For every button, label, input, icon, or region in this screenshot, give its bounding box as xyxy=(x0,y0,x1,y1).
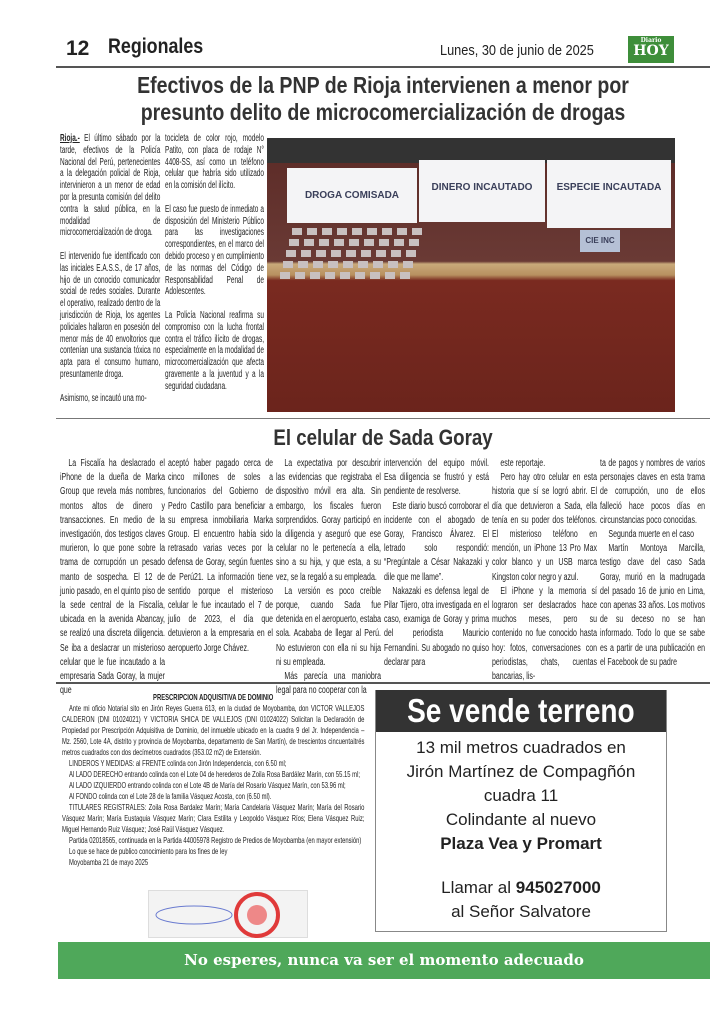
drug-packet xyxy=(403,261,413,268)
paragraph: Segunda muerte en el caso xyxy=(608,529,695,541)
paragraph: Pero hay otro celular en esta historia que sí se logró abrir. El día que detuvieron a Sada, ella tenía en su poder dos teléfonos. El misterioso teléfono en mención, un iPhone 13 Pro Max color blanco y un USB marca Kingston color negro y azul. xyxy=(492,472,597,583)
legal-paragraph: LINDEROS Y MEDIDAS: al FRENTE colinda con Jirón Independencia, con 6.50 ml; xyxy=(69,758,287,768)
legal-paragraph: Ante mi oficio Notarial sito en Jirón Reyes Guerra 613, en la ciudad de Moyobamba, don VICTOR VALLEJOS CALDERON (DNI 01024021) Y VICTORIA SHICA DE VALLEJOS (DNI 01024022) Solicitan la Declaración de Propiedad por Prescripción Adquisitiva de Dominio, del inmueble ubicado en la cuadra 9 del Jr. Independencia – Mz. 2560, Lote 4A, distrito y provincia de Moyobamba, departamento de San Martín), de trescientos cincuentaitrés metros cuadrados con dos decímetros cuadrados (353.02 m2) de Extensión. xyxy=(62,703,365,757)
legal-paragraph: Al FONDO colinda con el Lote 28 de la familia Vásquez Acosta, con (6.50 ml). xyxy=(69,791,272,801)
drug-packet xyxy=(406,250,416,257)
paragraph: La Policía Nacional reafirma su compromiso con la lucha frontal contra el tráfico ilícito de drogas, especialmente en la modalidad de microcomercialización que afecta gravemente a la juventud y a la seguridad ciudadana. xyxy=(165,309,264,392)
drug-packet xyxy=(346,250,356,257)
photo-sign: DINERO INCAUTADO xyxy=(419,160,545,222)
ad-contact: al Señor Salvatore xyxy=(451,902,591,921)
divider xyxy=(56,682,710,684)
paragraph: Más parecía una maniobra legal para no cooperar con la xyxy=(276,671,381,697)
drug-packet xyxy=(337,228,347,235)
article2-column-2 xyxy=(168,457,273,656)
legal-notice xyxy=(62,692,364,868)
drug-packet xyxy=(364,239,374,246)
drug-packet xyxy=(397,228,407,235)
drug-packet xyxy=(304,239,314,246)
drug-packet xyxy=(331,250,341,257)
stamp-icon xyxy=(149,891,309,939)
legal-paragraph: Partida 02018565, continuada en la Partida 44005978 Registro de Predios de Moyobamba (en mayor extensión) xyxy=(69,835,362,845)
drug-packet xyxy=(316,250,326,257)
header-rule xyxy=(56,66,710,68)
article2-column-4 xyxy=(384,457,489,670)
drug-packet xyxy=(370,272,380,279)
ad-line: cuadra 11 xyxy=(483,786,559,805)
drug-packet xyxy=(292,228,302,235)
issue-date: Lunes, 30 de junio de 2025 xyxy=(440,42,594,59)
article1-headline xyxy=(56,72,710,126)
dateline: Rioja.- xyxy=(60,133,80,144)
drug-packet xyxy=(286,250,296,257)
paragraph: Este diario buscó corroborar el incidente con el abogado de Goray, Francisco Álvarez. El letrado solo respondió: “Pregúntale a César Nakazaki y dile que me llame”. xyxy=(384,500,489,583)
drug-packet xyxy=(361,250,371,257)
section-title: Regionales xyxy=(108,35,204,58)
ad-line: Colindante al nuevo xyxy=(445,810,597,829)
legal-paragraph: Lo que se hace de publico conocimiento para los fines de ley xyxy=(69,846,228,856)
drug-packet xyxy=(301,250,311,257)
paragraph: tocicleta de color rojo, modelo Patito, con placa de rodaje N° 4408-SS, así como un teléfono celular que habría sido utilizado en la comisión del ilícito. xyxy=(165,133,264,192)
drug-packet xyxy=(388,261,398,268)
article2-column-6 xyxy=(600,457,705,670)
drug-packet xyxy=(409,239,419,246)
paragraph: Martín Montoya Marcilla, testigo clave del caso Sada Goray, murió en la madrugada del pasado 16 de junio en Lima, con apenas 33 años. Los motivos de su deceso no se han informado. Todo lo que se sabe es a partir de una publicación en el Facebook de su padre xyxy=(600,543,705,668)
headline-text: El celular de Sada Goray xyxy=(273,425,493,450)
drug-packet xyxy=(352,228,362,235)
land-sale-ad xyxy=(375,690,667,932)
drug-packet xyxy=(307,228,317,235)
drug-packet xyxy=(289,239,299,246)
seized-drugs-photo xyxy=(267,138,675,412)
paragraph: El caso fue puesto de inmediato a disposición del Ministerio Público para las investigaciones correspondientes, en el marco del debido proceso y en cumplimiento de las normas del Código de Responsabilidad Penal de Adolescentes. xyxy=(165,203,264,298)
ad-call-line xyxy=(376,876,666,900)
drug-packet xyxy=(391,250,401,257)
paragraph: El iPhone y la memoria sí lograron ser deslacrados hace muchos meses, pero su contenido no fue conocido hasta hoy: fotos, conversaciones con periodistas, chats, cuentas bancarias, lis- xyxy=(492,585,597,683)
drug-packet xyxy=(322,228,332,235)
article2-column-3 xyxy=(276,457,381,698)
logo-big-text: HOY xyxy=(633,43,669,59)
article2-column-1 xyxy=(60,457,165,698)
ad-title xyxy=(376,690,666,732)
paragraph: Nakazaki es defensa legal de Pilar Tijero, otra investigada en el caso, examiga de Goray y prima del periodista Mauricio Fernandini. Su abogado no quiso declarar para xyxy=(384,585,489,668)
drug-packet xyxy=(334,239,344,246)
drug-packet xyxy=(340,272,350,279)
drug-packet xyxy=(280,272,290,279)
paragraph: ta de pagos y nombres de varios personajes claves en esta trama de corrupción, uno de ellos falleció hace pocos días en circunstancias poco conocidas. xyxy=(600,458,705,526)
article2-column-5 xyxy=(492,457,597,684)
ad-title-text: Se vende terreno xyxy=(407,692,635,729)
photo-sign: ESPECIE INCAUTADA xyxy=(547,160,671,228)
drug-packet xyxy=(319,239,329,246)
page-number: 12 xyxy=(66,37,90,60)
paragraph: El intervenido fue identificado con las iniciales E.A.S.S., de 17 años, hijo de un conocido comunicador social de redes sociales. Durante el operativo, realizado dentro de la jurisdicción de Rioja, los agentes policiales hallaron en posesión del menor más de 40 envoltorios que contenían una sustancia tóxica no apta para el consumo humano, presuntamente droga. xyxy=(60,250,161,380)
paragraph: este reportaje. xyxy=(500,458,546,469)
legal-paragraph: Moyobamba 21 de mayo 2025 xyxy=(69,857,149,867)
ad-line: Plaza Vea y Promart xyxy=(440,834,602,853)
paragraph: La versión es poco creíble porque, cuando Sada fue detenida en el aeropuerto, estaba sola. Acababa de llegar al Perú. No estuvieron con ella ni su hija ni su empleada. xyxy=(276,585,381,668)
drug-packet xyxy=(355,272,365,279)
notary-signature-stamp xyxy=(148,890,308,938)
drug-packet xyxy=(373,261,383,268)
paragraph: La Fiscalía ha deslacrado el iPhone de la dueña de Marka Group que revela más nombres, montos altos de dinero y transacciones. En medio de la investigación, dos testigos claves murieron, lo que pone sobre la trama de corrupción un pesado manto de sospecha. El 12 de junio pasado, en el quinto piso de la sede central de la Fiscalía, ubicada en la avenida Abancay, se realizó una discreta diligencia. Se iba a deslacrar un misterioso celular que le fue incautado a la empresaria Sada Goray, la mujer que xyxy=(60,458,165,697)
headline-text: Efectivos de la PNP de Rioja intervienen a menor por presunto delito de microcomercialización de drogas xyxy=(137,72,629,125)
drug-packet xyxy=(313,261,323,268)
article1-column-2 xyxy=(165,133,264,404)
paragraph: intervención del equipo móvil. Esa diligencia se frustró y está pendiente de resolverse. xyxy=(384,458,489,498)
article2-headline xyxy=(56,425,710,451)
drug-packet xyxy=(379,239,389,246)
paragraph: El último sábado por la tarde, efectivos de la Policía Nacional del Perú, pertenecientes a la delegación policial de Rioja, intervinieron a un menor de edad por la presunta comisión del delito contra la salud pública, en la modalidad de microcomercialización de droga. xyxy=(60,133,161,239)
divider xyxy=(56,418,710,419)
drug-packet xyxy=(400,272,410,279)
slogan-banner: No esperes, nunca va ser el momento adecuado xyxy=(58,942,710,979)
drug-packet xyxy=(394,239,404,246)
drug-packet xyxy=(343,261,353,268)
ad-phone: 945027000 xyxy=(515,878,601,897)
paragraph: La expectativa por descubrir las evidencias que registraba el dispositivo móvil era alta. Sin embargo, los fiscales fueron sorprendidos. Goray participó en la diligencia y aseguró que ese celular no le pertenecía a ella, sino a su hija, y que esta, a su vez, se la regaló a su empleada. xyxy=(276,458,381,583)
ad-call-text: Llamar al xyxy=(441,878,512,897)
legal-paragraph: TITULARES REGISTRALES: Zoila Rosa Bardalez Marín; María Candelaria Vásquez Marín; María del Rosario Vásquez Marín; María Eustaquia Vásquez Marín; Clara Estilita y Leopoldo Vásquez Ríos; Elena Vásquez Ruiz; Miguel Hernando Ruiz Vásquez; José Raúl Vásquez Vásquez. xyxy=(62,802,365,834)
legal-paragraph: Al LADO IZQUIERDO entrando colinda con el Lote 4B de María del Rosario Vásquez Marín, con 53.96 ml; xyxy=(69,780,346,790)
drug-packet xyxy=(295,272,305,279)
paragraph: Asimismo, se incautó una mo- xyxy=(60,392,147,404)
photo-sign: CIE INC xyxy=(580,230,620,252)
legal-paragraph: Al LADO DERECHO entrando colinda con el Lote 04 de herederos de Zoila Rosa Bardález Marín, con 55.15 ml; xyxy=(69,769,361,779)
photo-sign: DROGA COMISADA xyxy=(287,168,417,223)
ad-line: Jirón Martínez de Compagñón xyxy=(406,762,636,781)
drug-packet xyxy=(328,261,338,268)
drug-packet xyxy=(358,261,368,268)
paragraph: aceptó haber pagado cerca de cinco millones de soles a funcionarios del Gobierno de Pedro Castillo para beneficiar a su empresa inmobiliaria Marka Group. El encuentro había sido retrasado varias veces por la defensa de Goray, según fuentes de Perú21. La información tiene sentido porque el misterioso celular le fue incautado el 7 de julio de 2023, el día que detuvieron a la empresaria en el aeropuerto Jorge Chávez. xyxy=(168,458,273,654)
drug-packet xyxy=(385,272,395,279)
drug-packet xyxy=(382,228,392,235)
legal-notice-title: PRESCRIPCION ADQUISITIVA DE DOMINIO xyxy=(153,692,274,702)
drug-packet xyxy=(310,272,320,279)
drug-packet xyxy=(376,250,386,257)
drug-packet xyxy=(298,261,308,268)
article1-column-1 xyxy=(60,133,160,416)
drug-packet xyxy=(412,228,422,235)
diario-hoy-logo xyxy=(628,36,674,63)
drug-packet xyxy=(367,228,377,235)
drug-packet xyxy=(283,261,293,268)
drug-packet xyxy=(349,239,359,246)
logo-small-text: Diario xyxy=(640,37,662,44)
drug-packet xyxy=(325,272,335,279)
ad-line: 13 mil metros cuadrados en xyxy=(416,738,626,757)
